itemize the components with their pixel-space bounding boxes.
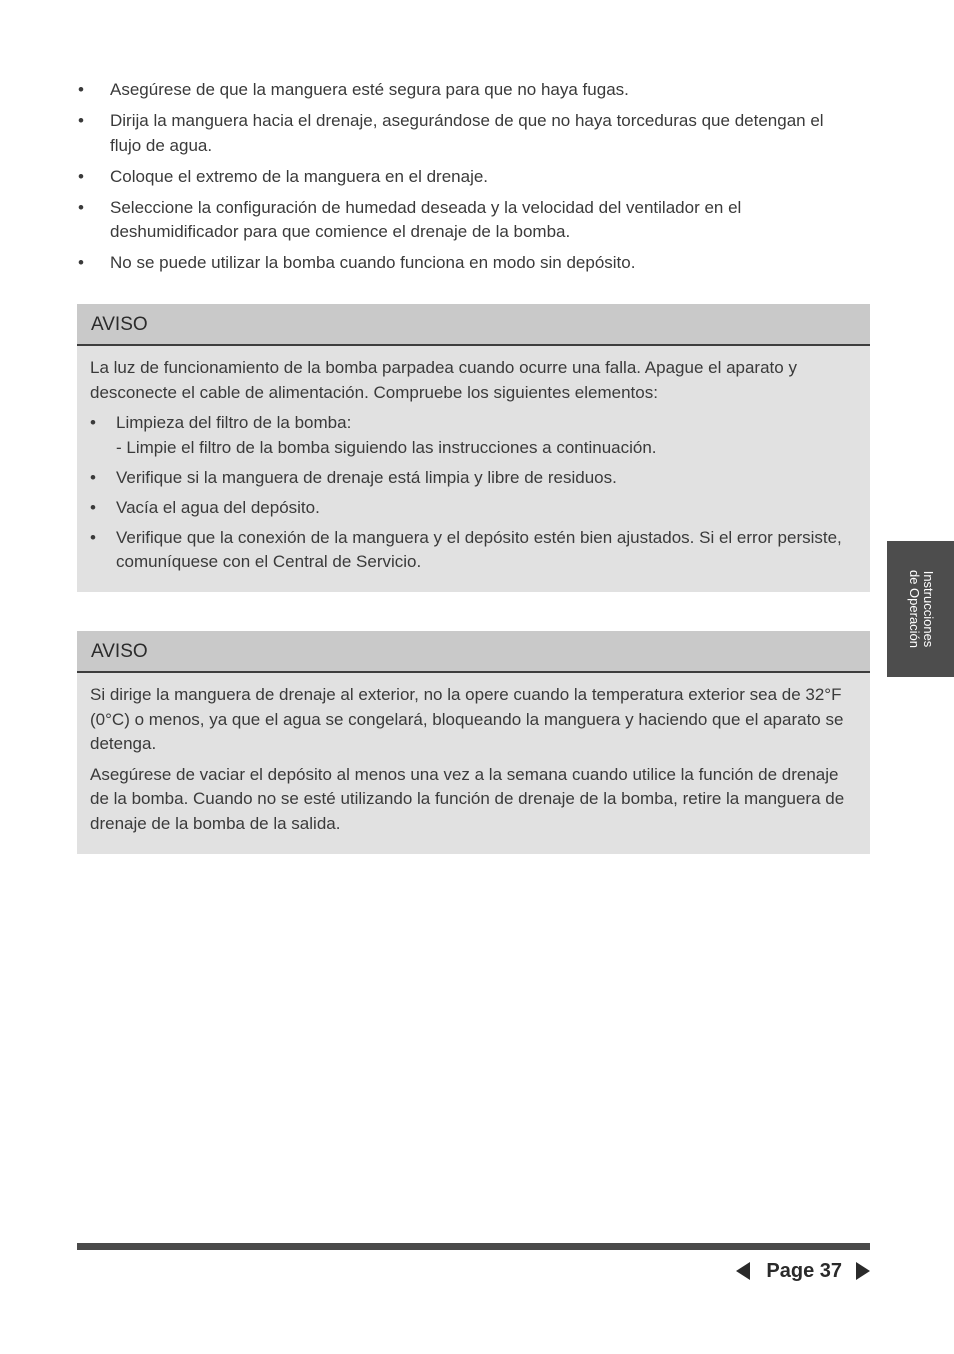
check-item: • Verifique que la conexión de la manguera y el depósito estén bien ajustados. Si el error persiste, comuníquese con el Central de Servicio.	[90, 526, 858, 575]
check-item-text: Limpieza del filtro de la bomba:	[116, 413, 352, 432]
check-item	[90, 411, 858, 460]
notice-paragraph: Asegúrese de vaciar el depósito al menos una vez a la semana cuando utilice la función de drenaje de la bomba. Cuando no se esté utilizando la función de drenaje de la bomba, retire la manguera de drenaje de la bomba de la salida.	[90, 764, 845, 833]
notice-check-list	[90, 411, 858, 575]
triangle-left-icon[interactable]	[736, 1262, 750, 1280]
bullet-item: • Seleccione la configuración de humedad deseada y la velocidad del ventilador en el deshumidificador para que comience el drenaje de la bomba.	[78, 196, 858, 245]
notice-box-pump-fault	[77, 304, 870, 592]
side-tab-line-2: de Operación	[906, 569, 922, 649]
footer-divider	[77, 1243, 870, 1250]
check-item-subtext: - Limpie el filtro de la bomba siguiendo las instrucciones a continuación.	[116, 437, 657, 457]
check-item: • Vacía el agua del depósito.	[90, 496, 858, 521]
section-side-tab	[887, 541, 954, 677]
notice-title: AVISO	[77, 304, 870, 346]
bullet-item: • Asegúrese de que la manguera esté segura para que no haya fugas.	[78, 78, 858, 103]
page-navigator	[736, 1256, 870, 1286]
notice-body	[77, 673, 870, 854]
pump-setup-bullet-list	[78, 78, 858, 282]
check-item: • Verifique si la manguera de drenaje está limpia y libre de residuos.	[90, 466, 858, 491]
notice-box-freezing	[77, 631, 870, 854]
bullet-item: • Dirija la manguera hacia el drenaje, asegurándose de que no haya torceduras que detengan el flujo de agua.	[78, 109, 858, 158]
page-number: Page 37	[766, 1259, 842, 1282]
side-tab-line-1: Instrucciones	[920, 570, 936, 648]
notice-title: AVISO	[77, 631, 870, 673]
triangle-right-icon[interactable]	[856, 1262, 870, 1280]
notice-intro: La luz de funcionamiento de la bomba parpadea cuando ocurre una falla. Apague el aparato y desconecte el cable de alimentación. Compruebe los siguientes elementos:	[90, 358, 797, 402]
bullet-item: • No se puede utilizar la bomba cuando funciona en modo sin depósito.	[78, 251, 858, 276]
bullet-item: • Coloque el extremo de la manguera en el drenaje.	[78, 165, 858, 190]
notice-paragraph: Si dirige la manguera de drenaje al exterior, no la opere cuando la temperatura exterior sea de 32°F (0°C) o menos, ya que el agua se congelará, bloqueando la manguera y haciendo que el aparato se detenga.	[90, 685, 844, 753]
section-side-tab-label	[907, 570, 935, 648]
notice-body	[77, 346, 870, 592]
